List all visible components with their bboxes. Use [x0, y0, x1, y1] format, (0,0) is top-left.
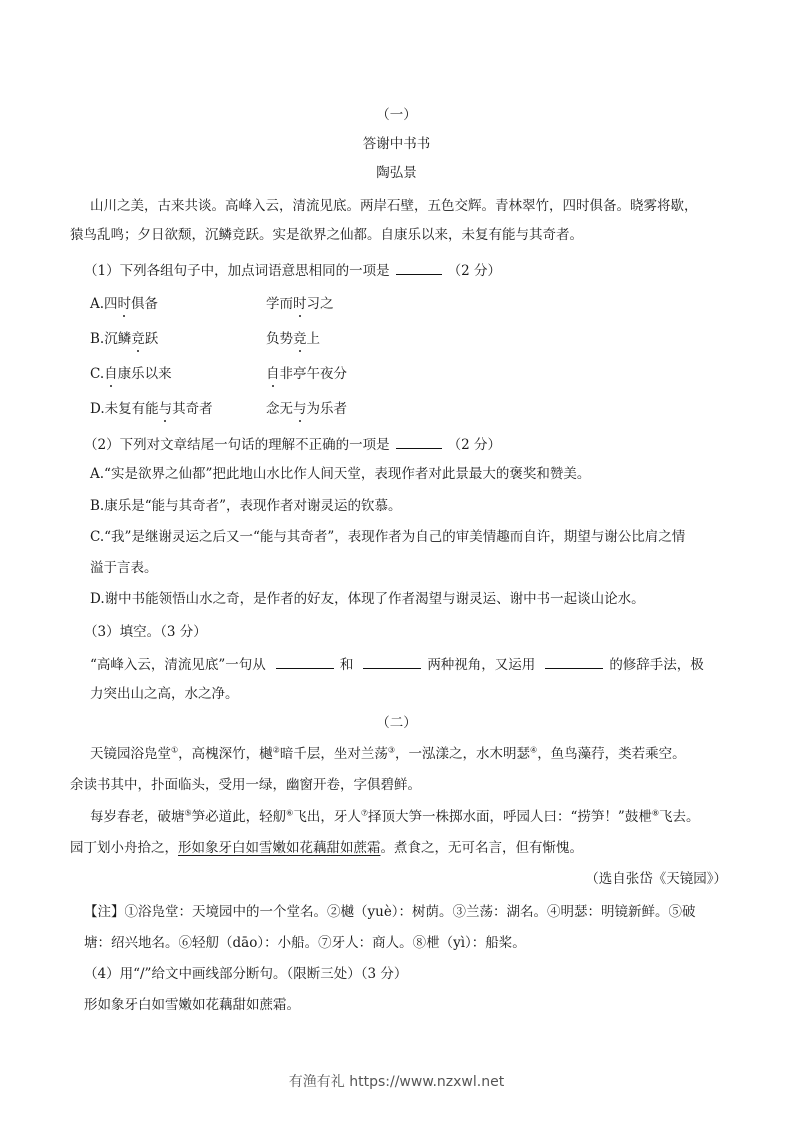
option-c-compare: 自非亭午夜分 [266, 366, 347, 382]
q2-option-b: B.康乐是“能与其奇者”，表现作者对谢灵运的钦慕。 [90, 498, 402, 514]
option-b-compare: 负势竞上 [266, 331, 320, 347]
source-citation: （选自张岱《天镜园》） [585, 871, 727, 887]
poem-title: 答谢中书书 [362, 136, 431, 152]
notes-line: 塘：绍兴地名。⑥轻舠（dāo）：小船。⑦牙人：商人。⑧枻（yì）：船桨。 [84, 935, 526, 951]
passage-line: 天镜园浴凫堂①，高槐深竹，樾②暗千层，坐对兰荡③，一泓漾之，水木明瑟④，鱼鸟藻荇，类若乘空。 [90, 745, 686, 762]
q4-sentence: 形如象牙白如雪嫩如花藕甜如蔗霜。 [84, 997, 300, 1013]
option-b: B.沉鳞竞跃 [90, 331, 159, 347]
option-a-compare: 学而时习之 [266, 296, 334, 312]
answer-blank-3[interactable] [545, 654, 603, 669]
passage-line: 每岁春老，破塘⑤笋必道此，轻舠⑥飞出，牙人⑦择顶大笋一株掷水面，呼园人曰：“捞笋！”鼓枻⑧飞去。 [90, 808, 700, 825]
question-prompt: （2）下列对文章结尾一句话的理解不正确的一项是 [84, 437, 390, 453]
question-3: （3）填空。（3 分） [84, 624, 207, 640]
answer-blank[interactable] [396, 434, 442, 449]
q2-option-d: D.谢中书能领悟山水之奇，是作者的好友，体现了作者渴望与谢灵运、谢中书一起谈山论水。 [90, 591, 645, 607]
q2-option-a: A.“实是欲界之仙都”把此地山水比作人间天堂，表现作者对此景最大的褒奖和赞美。 [90, 466, 591, 482]
answer-blank-2[interactable] [363, 654, 421, 669]
option-a: A.四时俱备 [90, 296, 159, 312]
q2-option-c: C.“我”是继谢灵运之后又一“能与其奇者”，表现作者为自己的审美情趣而自许，期望与谢公比肩之情 [90, 529, 686, 545]
passage-line: 猿鸟乱鸣；夕日欲颓，沉鳞竞跃。实是欲界之仙都。自康乐以来，未复有能与其奇者。 [70, 227, 583, 243]
passage-line: 余读书其中，扑面临头，受用一绿，幽窗开卷，字俱碧鲜。 [70, 777, 421, 793]
q2-option-c-cont: 溢于言表。 [90, 560, 158, 576]
section-label-2: （二） [376, 715, 417, 731]
option-d-compare: 念无与为乐者 [266, 401, 347, 417]
q3-fill-line: “高峰入云，清流见底”一句从 和 两种视角，又运用 的修辞手法，极 [90, 654, 704, 674]
question-4: （4）用“/”给文中画线部分断句。（限断三处）（3 分） [84, 966, 408, 982]
passage-line: 园丁划小舟拾之，形如象牙白如雪嫩如花藕甜如蔗霜。煮食之，无可名言，但有惭愧。 [70, 840, 583, 856]
question-prompt: （1）下列各组句子中，加点词语意思相同的一项是 [84, 263, 390, 279]
question-2 [84, 434, 501, 454]
notes-line: 【注】①浴凫堂：天境园中的一个堂名。②樾（yuè）：树荫。③兰荡：湖名。④明瑟：明镜新鲜。⑤破 [84, 904, 696, 920]
author: 陶弘景 [376, 165, 417, 181]
question-score: （2 分） [447, 263, 501, 279]
question-score: （2 分） [447, 437, 501, 453]
section-label-1: （一） [376, 107, 417, 123]
option-d: D.未复有能与其奇者 [90, 401, 213, 417]
answer-blank-1[interactable] [276, 654, 334, 669]
q3-fill-line-cont: 力突出山之高，水之净。 [90, 686, 239, 702]
footer-watermark: 有渔有礼 https://www.nzxwl.net [288, 1074, 505, 1090]
underlined-sentence: 形如象牙白如雪嫩如花藕甜如蔗霜 [178, 840, 381, 856]
question-1 [84, 260, 501, 280]
answer-blank[interactable] [396, 260, 442, 275]
passage-line: 山川之美，古来共谈。高峰入云，清流见底。两岸石壁，五色交辉。青林翠竹，四时俱备。晓雾将歇， [90, 198, 698, 214]
option-c: C.自康乐以来 [90, 366, 172, 382]
